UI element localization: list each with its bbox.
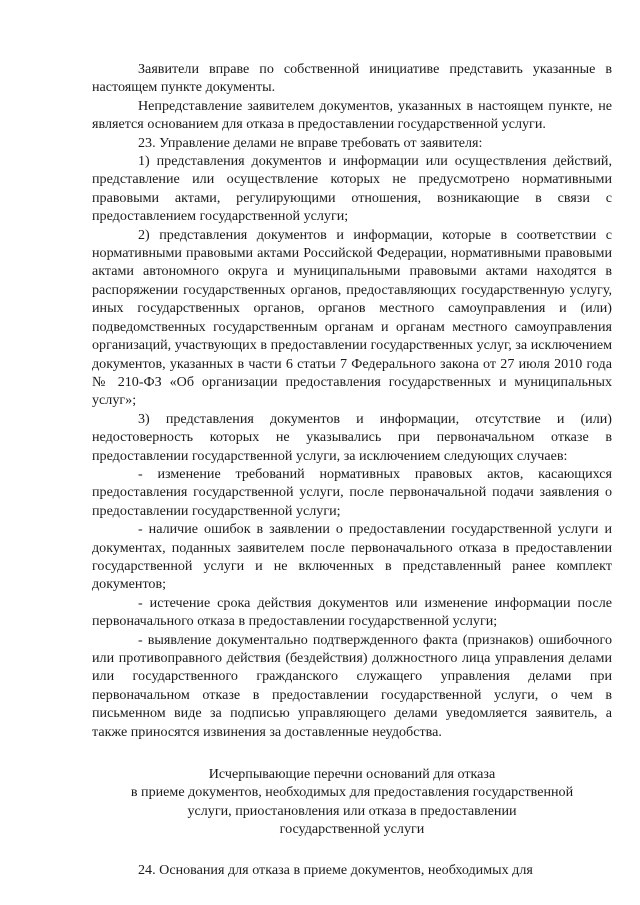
paragraph-subitem-1: 1) представления документов и информации или осуществления действий, представление или осуществление которых не предусмотрено нормативными правовыми актами, регулирующими отношения, возникающие в связи с предоставлением государственной услуги; [92, 153, 612, 225]
section-heading-line-1: Исчерпывающие перечни оснований для отказа [208, 766, 496, 783]
bullet-errors-in-application: - наличие ошибок в заявлении о предоставлении государственной услуги и документах, поданных заявителем после первоначального отказа в предоставлении государственной услуги и не включенных в представленный ранее комплект документов; [92, 521, 612, 593]
paragraph-subitem-3: 3) представления документов и информации, отсутствие и (или) недостоверность которых не указывались при первоначальном отказе в предоставлении государственной услуги, за исключением следующих случаев: [92, 410, 612, 464]
section-heading-line-2: в приеме документов, необходимых для предоставления государственной [130, 784, 574, 801]
paragraph-subitem-2: 2) представления документов и информации, которые в соответствии с нормативными правовыми актами Российской Федерации, нормативными правовыми актами автономного округа и муниципальными правовыми актами находятся в распоряжении государственных органов, предоставляющих государственную услугу, иных государственных органов, органов местного самоуправления и (или) подведомственных государственным органам и органам местного самоуправления организаций, участвующих в предоставлении государственных услуг, за исключением документов, указанных в части 6 статьи 7 Федерального закона от 27 июля 2010 года № 210-ФЗ «Об организации предоставления государственных и муниципальных услуг»; [92, 226, 612, 409]
paragraph-item-23: 23. Управление делами не вправе требовать от заявителя: [138, 134, 483, 151]
bullet-requirements-change: - изменение требований нормативных правовых актов, касающихся предоставления государственной услуги, после первоначальной подачи заявления о предоставлении государственной услуги; [92, 465, 612, 519]
paragraph-non-submission: Непредставление заявителем документов, указанных в настоящем пункте, не является основанием для отказа в предоставлении государственной услуги. [92, 97, 612, 133]
section-heading-line-3: услуги, приостановления или отказа в предоставлении [187, 802, 517, 819]
paragraph-initiative: Заявители вправе по собственной инициативе представить указанные в настоящем пункте документы. [92, 61, 612, 96]
bullet-document-expiry: - истечение срока действия документов или изменение информации после первоначального отказа в предоставлении государственной услуги; [92, 594, 612, 630]
section-heading-line-4: государственной услуги [279, 821, 425, 838]
body-text [92, 60, 612, 741]
paragraph-item-24: 24. Основания для отказа в приеме документов, необходимых для [138, 861, 533, 878]
bullet-unlawful-action: - выявление документально подтвержденного факта (признаков) ошибочного или противоправного действия (бездействия) должностного лица управления делами или государственного гражданского служащего управления делами при первоначальном отказе в предоставлении государственной услуги, о чем в письменном виде за подписью управляющего делами уведомляется заявитель, а также приносятся извинения за доставленные неудобства. [92, 631, 612, 740]
section-heading [92, 765, 612, 839]
